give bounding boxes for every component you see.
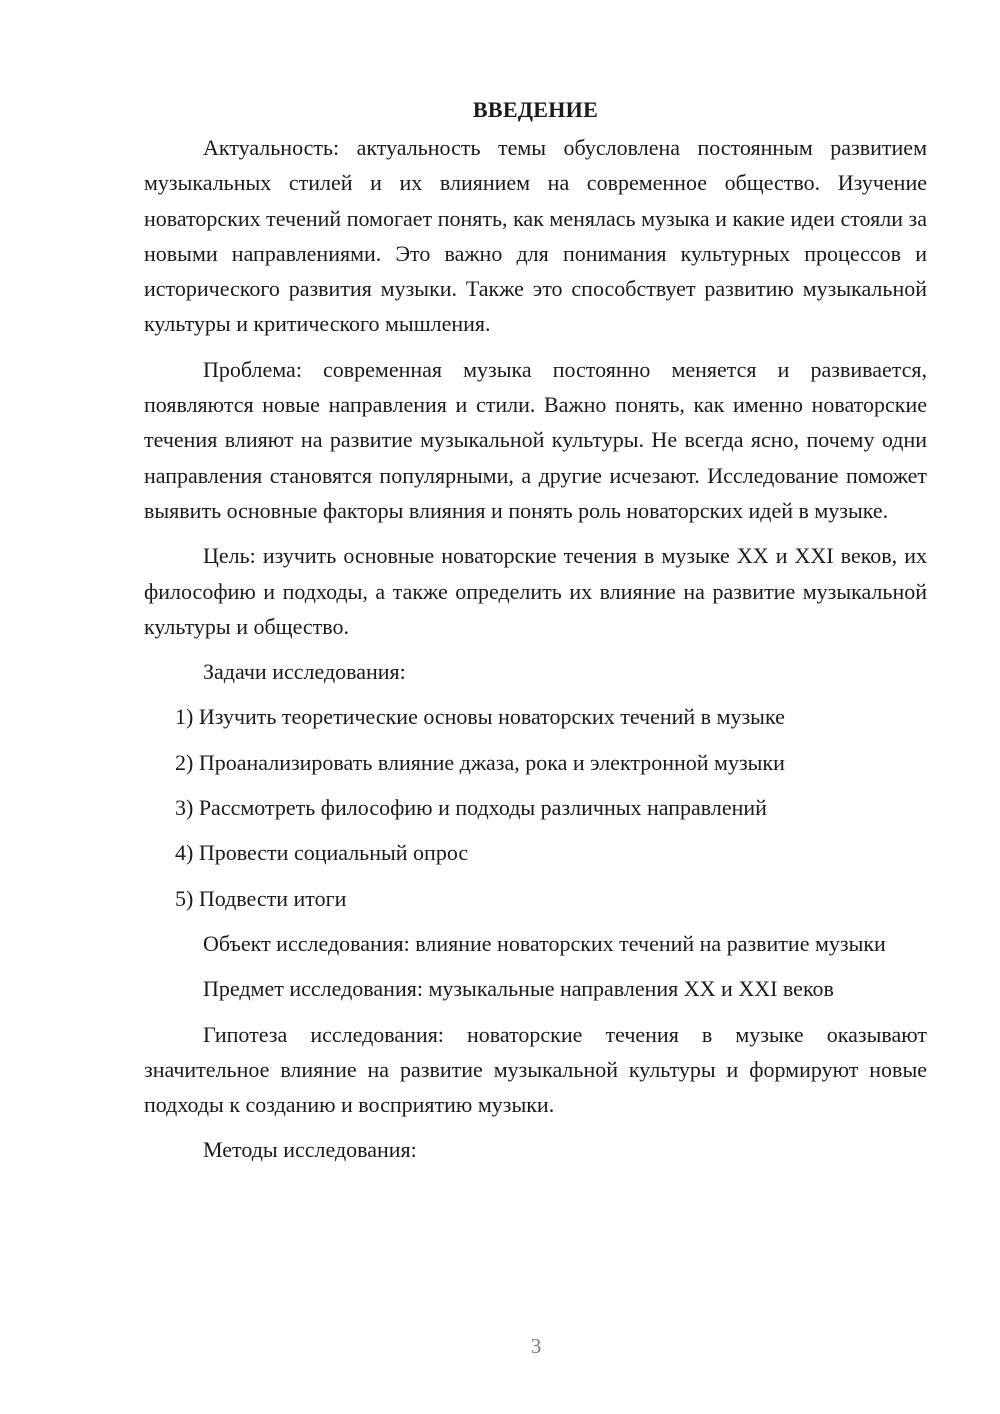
- document-page: [144, 92, 927, 1168]
- list-item: 4) Провести социальный опрос: [175, 840, 469, 866]
- object-paragraph: Объект исследования: влияние новаторских течений на развитие музыки: [203, 930, 886, 956]
- page-number: 3: [530, 1334, 542, 1358]
- tasks-title: Задачи исследования:: [203, 659, 406, 685]
- problem-paragraph: Проблема: современная музыка постоянно меняется и развивается, появляются новые направления и стили. Важно понять, как именно новаторские течения влияют на развитие музыкальной культуры. Не всегда ясно, почему одни направления становятся популярными, а другие исчезают. Исследование поможет выявить основные факторы влияния и понять роль новаторских идей в музыке.: [144, 356, 927, 523]
- list-item: 5) Подвести итоги: [175, 885, 347, 911]
- subject-paragraph: Предмет исследования: музыкальные направления XX и XXI веков: [203, 976, 834, 1002]
- hypothesis-paragraph: Гипотеза исследования: новаторские течения в музыке оказывают значительное влияние на развитие музыкальной культуры и формируют новые подходы к созданию и восприятию музыки.: [144, 1021, 927, 1118]
- list-item: 3) Рассмотреть философию и подходы различных направлений: [175, 795, 767, 821]
- list-item: 2) Проанализировать влияние джаза, рока и электронной музыки: [175, 749, 785, 775]
- tasks-list: [144, 699, 927, 915]
- page-title: ВВЕДЕНИЕ: [472, 97, 599, 122]
- relevance-paragraph: Актуальность: актуальность темы обусловлена постоянным развитием музыкальных стилей и их влиянием на современное общество. Изучение новаторских течений помогает понять, как менялась музыка и какие идеи стояли за новыми направлениями. Это важно для понимания культурных процессов и исторического развития музыки. Также это способствует развитию музыкальной культуры и критического мышления.: [144, 135, 927, 337]
- goal-paragraph: Цель: изучить основные новаторские течения в музыке XX и XXI веков, их философию и подходы, а также определить их влияние на развитие музыкальной культуры и общество.: [144, 543, 927, 639]
- methods-title: Методы исследования:: [203, 1137, 417, 1163]
- list-item: 1) Изучить теоретические основы новаторских течений в музыке: [175, 704, 785, 730]
